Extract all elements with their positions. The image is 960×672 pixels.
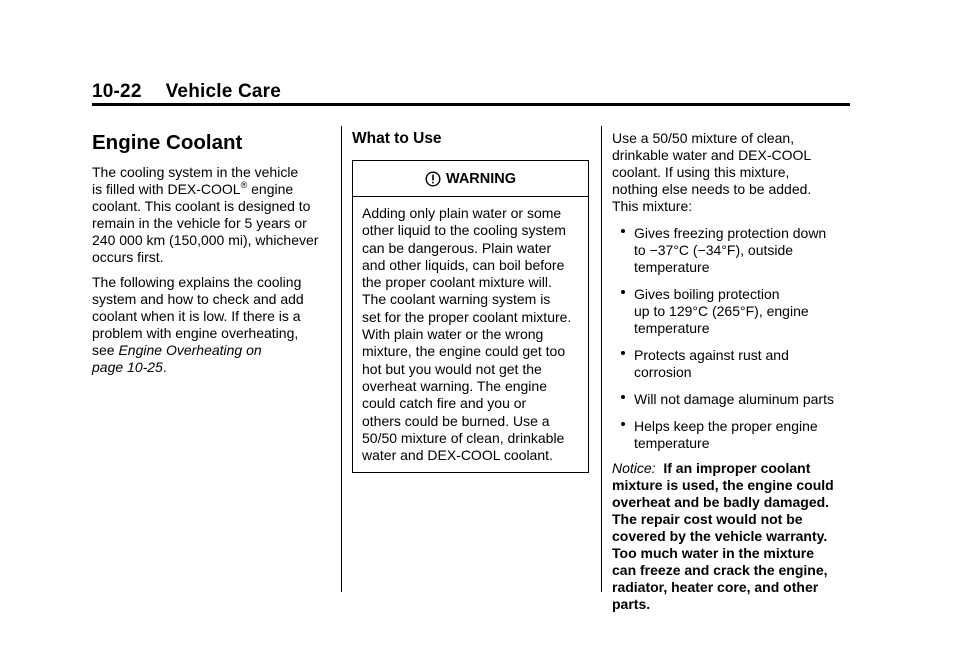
warning-line: others could be burned. Use a [362,412,550,429]
notice-paragraph [612,460,852,613]
column-2 [352,126,590,473]
warning-line: The coolant warning system is [362,291,551,308]
text-line: 240 000 km (150,000 mi), whichever [92,232,319,248]
text-line: Protects against rust and [634,347,789,363]
text-line: can freeze and crack the engine, [612,562,828,578]
notice-label: Notice: [612,460,656,476]
text-line [612,460,852,477]
heading-engine-coolant: Engine Coolant [92,131,243,154]
text-line: Gives boiling protection [634,286,780,302]
text-line: The following explains the cooling [92,274,302,290]
warning-line: With plain water or the wrong [362,326,544,343]
warning-header [353,161,588,197]
text-line: temperature [634,259,710,275]
column-1 [92,126,332,376]
warning-box [352,160,589,473]
page-number: 10-22 [92,81,142,102]
text-line: Helps keep the proper engine [634,418,818,434]
warning-line: water and DEX-COOL coolant. [362,447,553,464]
warning-line: the proper coolant mixture will. [362,274,552,291]
warning-icon [425,171,441,187]
column-3 [612,126,852,613]
text-line [92,342,332,359]
paragraph-cooling-system [92,164,332,266]
text-span: . [162,359,167,375]
mixture-benefits-list [612,225,852,452]
cross-reference-page-link[interactable]: page 10-25 [92,359,163,375]
text-line: Too much water in the mixture [612,545,814,561]
warning-body [353,197,588,472]
warning-line: 50/50 mixture of clean, drinkable [362,429,565,446]
warning-line: Adding only plain water or some [362,205,562,221]
text-line: corrosion [634,364,692,380]
header-rule [92,103,850,106]
column-divider-1 [341,126,342,592]
text-line: up to 129°C (265°F), engine [634,303,809,319]
text-line: nothing else needs to be added. [612,181,812,197]
column-divider-2 [601,126,602,592]
warning-line: mixture, the engine could get too [362,343,566,360]
text-line: overheat and be badly damaged. [612,494,830,510]
text-line: problem with engine overheating, [92,325,299,341]
paragraph-explains [92,274,332,376]
text-line: parts. [612,596,651,612]
list-item [612,286,852,337]
text-line [92,359,332,376]
text-line: to −37°C (−34°F), outside [634,242,794,258]
text-span: If an improper coolant [655,460,811,476]
text-line: Use a 50/50 mixture of clean, [612,130,795,146]
text-line: occurs first. [92,249,164,265]
warning-label: WARNING [445,170,517,187]
text-line: temperature [634,320,710,336]
text-span: is filled with DEX-COOL [92,181,241,197]
text-line: remain in the vehicle for 5 years or [92,215,307,231]
text-line: coolant. This coolant is designed to [92,198,311,214]
text-line: covered by the vehicle warranty. [612,528,828,544]
section-title: Vehicle Care [165,81,282,102]
warning-line: could catch fire and you or [362,395,527,412]
cross-reference-link[interactable]: Engine Overheating on [118,342,262,358]
text-line: The repair cost would not be [612,511,803,527]
text-line: Will not damage aluminum parts [634,391,834,407]
text-line: temperature [634,435,710,451]
registered-mark: ® [240,180,248,190]
list-item [612,225,852,276]
text-line: Gives freezing protection down [634,225,827,241]
list-item [612,418,852,452]
warning-line: set for the proper coolant mixture. [362,308,572,325]
warning-line: other liquid to the cooling system [362,222,566,239]
text-line: coolant when it is low. If there is a [92,308,301,324]
paragraph-mixture-intro [612,130,852,215]
warning-line: can be dangerous. Plain water [362,239,552,256]
page-header [92,81,281,103]
text-span: see [92,342,119,358]
list-item [612,391,852,408]
text-line: radiator, heater core, and other [612,579,819,595]
text-line: coolant. If using this mixture, [612,164,790,180]
warning-line: hot but you would not get the [362,360,542,377]
warning-line: and other liquids, can boil before [362,256,565,273]
text-line: This mixture: [612,198,693,214]
text-line: system and how to check and add [92,291,304,307]
list-item [612,347,852,381]
text-line: The cooling system in the vehicle [92,164,299,180]
warning-line: overheat warning. The engine [362,377,547,394]
text-line: mixture is used, the engine could [612,477,834,493]
text-line [92,181,332,198]
text-span: engine [247,181,294,197]
text-line: drinkable water and DEX-COOL [612,147,812,163]
heading-what-to-use: What to Use [352,130,442,147]
